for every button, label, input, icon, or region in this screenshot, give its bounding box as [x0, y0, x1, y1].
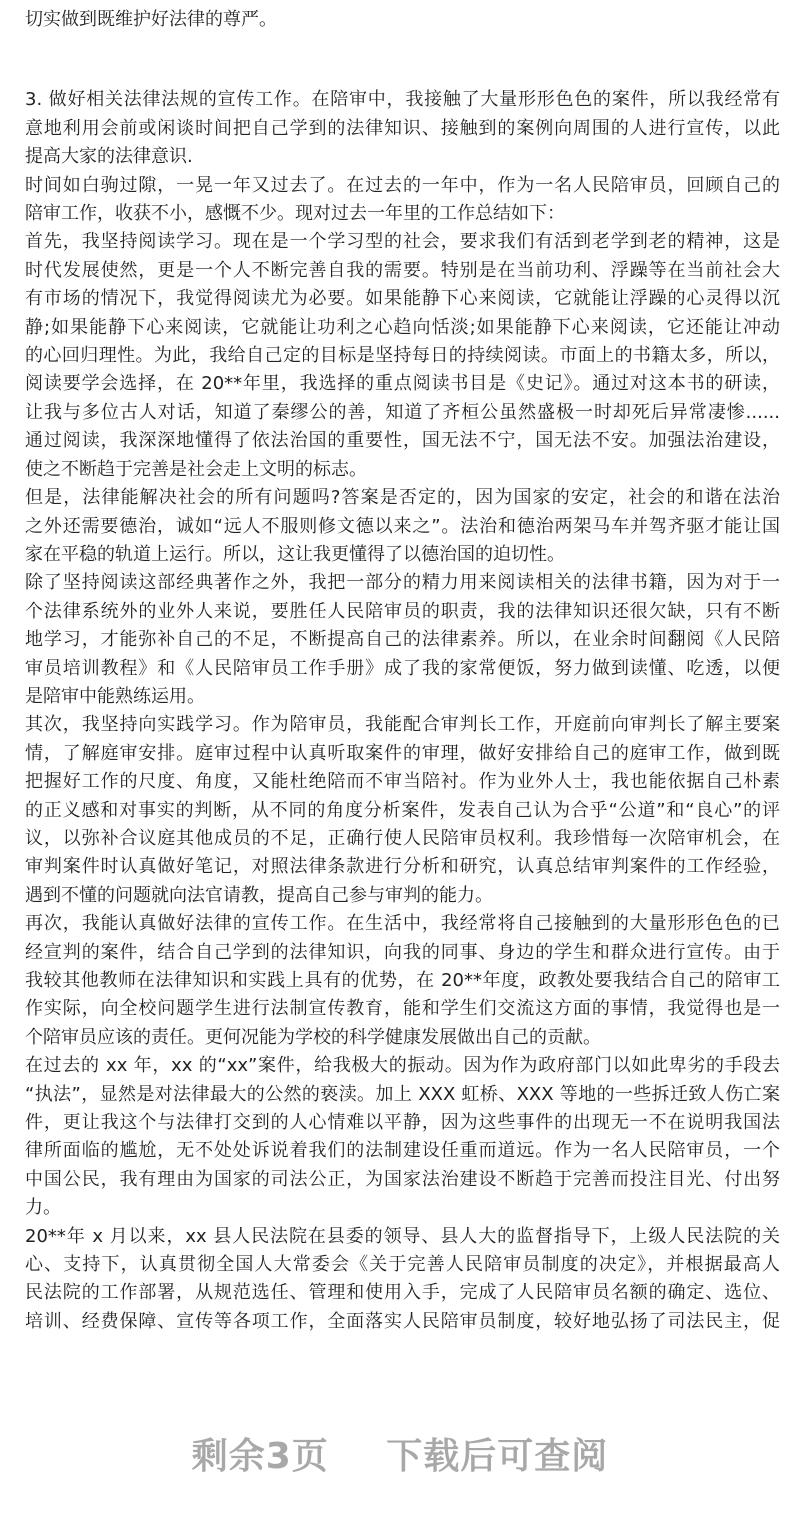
text-line: 把握好工作的尺度、角度，又能杜绝陪而不审当陪衬。作为业外人士，我也能依据自己朴素: [25, 771, 780, 793]
text-line: 作实际，向全校问题学生进行法制宣传教育，能和学生们交流这方面的事情，我觉得也是一: [25, 998, 780, 1020]
text-line: 20**年 x 月以来，xx 县人民法院在县委的领导、县人大的监督指导下，上级人民法院的关: [25, 1225, 780, 1247]
text-line: 意地利用会前或闲谈时间把自己学到的法律知识、接触到的案例向周围的人进行宣传，以此: [25, 117, 780, 139]
text-line: 有市场的情况下，我觉得阅读尤为必要。如果能静下心来阅读，它就能让浮躁的心灵得以沉: [25, 288, 780, 310]
text-line: 之外还需要德治，诚如“远人不服则修文德以来之”。法治和德治两架马车并驾齐驱才能让国: [25, 515, 780, 537]
text-line: 审判案件时认真做好笔记，对照法律条款进行分析和研究，认真总结审判案件的工作经验，: [25, 856, 780, 878]
remaining-pages-label: 剩余3页: [191, 1436, 329, 1477]
paragraph-gap: [25, 34, 780, 86]
text-line: 我较其他教师在法律知识和实践上具有的优势，在 20**年度，政教处要我结合自己的陪审工: [25, 970, 780, 991]
intro-line: 切实做到既维护好法律的尊严。: [25, 9, 277, 30]
download-banner[interactable]: [0, 1428, 800, 1479]
text-line: 个陪审员应该的责任。更何况能为学校的科学健康发展做出自己的贡献。: [25, 1026, 601, 1048]
text-line: 阅读要学会选择，在 20**年里，我选择的重点阅读书目是《史记》。通过对这本书的研读，: [25, 373, 780, 395]
download-prompt-label[interactable]: 下载后可查阅: [386, 1436, 609, 1477]
text-line: 时间如白驹过隙，一晃一年又过去了。在过去的一年中，作为一名人民陪审员，回顾自己的: [25, 174, 780, 196]
text-line: 情，了解庭审安排。庭审过程中认真听取案件的审理，做好安排给自己的庭审工作，做到既: [25, 742, 780, 764]
text-line: 遇到不懂的问题就向法官请教，提高自己参与审判的能力。: [25, 884, 493, 906]
text-line: 的正义感和对事实的判断，从不同的角度分析案件，发表自己认为合乎“公道”和“良心”的评: [25, 799, 780, 821]
text-line: 让我与多位古人对话，知道了秦缪公的善，知道了齐桓公虽然盛极一时却死后异常凄惨......: [25, 401, 780, 423]
text-line: 中国公民，我有理由为国家的司法公正，为国家法治建设不断趋于完善而投注目光、付出努: [25, 1168, 780, 1190]
text-line: 地学习，才能弥补自己的不足，不断提高自己的法律素养。所以，在业余时间翻阅《人民陪: [25, 629, 780, 651]
text-line: 提高大家的法律意识.: [25, 146, 193, 168]
text-line: “执法”，显然是对法律最大的公然的亵渎。加上 XXX 虹桥、XXX 等地的一些拆迁致人伤亡案: [25, 1083, 780, 1105]
text-line: 的心回归理性。为此，我给自己定的目标是坚持每日的持续阅读。市面上的书籍太多，所以，: [25, 345, 780, 367]
text-line: 首先，我坚持阅读学习。现在是一个学习型的社会，要求我们有活到老学到老的精神，这是: [25, 231, 780, 253]
text-line: 是陪审中能熟练运用。: [25, 685, 205, 707]
text-line: 但是，法律能解决社会的所有问题吗?答案是否定的，因为国家的安定，社会的和谐在法治: [25, 487, 780, 509]
text-line: 静;如果能静下心来阅读，它就能让功利之心趋向恬淡;如果能静下心来阅读，它还能让冲动: [25, 316, 780, 338]
text-line: 审员培训教程》和《人民陪审员工作手册》成了我的家常便饭，努力做到读懂、吃透，以便: [25, 657, 780, 679]
text-line: 议，以弥补合议庭其他成员的不足，正确行使人民陪审员权利。我珍惜每一次陪审机会，在: [25, 827, 780, 849]
text-line: 力。: [25, 1197, 61, 1219]
text-line: 经宣判的案件，结合自己学到的法律知识，向我的同事、身边的学生和群众进行宣传。由于: [25, 941, 780, 963]
document-text: [25, 86, 780, 1336]
text-line: 时代发展使然，更是一个人不断完善自我的需要。特别是在当前功利、浮躁等在当前社会大: [25, 259, 780, 281]
text-line: 除了坚持阅读这部经典著作之外，我把一部分的精力用来阅读相关的法律书籍，因为对于一: [25, 572, 780, 594]
document-body: [25, 6, 780, 1336]
text-line: 律所面临的尴尬，无不处处诉说着我们的法制建设任重而道远。作为一名人民陪审员，一个: [25, 1140, 780, 1162]
text-line: 通过阅读，我深深地懂得了依法治国的重要性，国无法不宁，国无法不安。加强法治建设，: [25, 430, 780, 452]
text-line: 家在平稳的轨道上运行。所以，这让我更懂得了以德治国的迫切性。: [25, 543, 565, 565]
text-line: 件，更让我这个与法律打交到的人心情难以平静，因为这些事件的出现无一不在说明我国法: [25, 1112, 780, 1134]
text-line: 其次，我坚持向实践学习。作为陪审员，我能配合审判长工作，开庭前向审判长了解主要案: [25, 714, 780, 736]
text-line: 陪审工作，收获不小，感慨不少。现对过去一年里的工作总结如下：: [25, 203, 565, 225]
text-line: 培训、经费保障、宣传等各项工作，全面落实人民陪审员制度，较好地弘扬了司法民主，促: [25, 1310, 780, 1332]
text-line: 个法律系统外的业外人来说，要胜任人民陪审员的职责，我的法律知识还很欠缺，只有不断: [25, 600, 780, 622]
text-line: 在过去的 xx 年，xx 的“xx”案件，给我极大的振动。因为作为政府部门以如此卑劣的手段去: [25, 1055, 780, 1077]
text-line: 使之不断趋于完善是社会走上文明的标志。: [25, 458, 367, 480]
text-line: 再次，我能认真做好法律的宣传工作。在生活中，我经常将自己接触到的大量形形色色的已: [25, 913, 780, 935]
text-line: 3. 做好相关法律法规的宣传工作。在陪审中，我接触了大量形形色色的案件，所以我经常有: [25, 89, 780, 111]
text-line: 心、支持下，认真贯彻全国人大常委会《关于完善人民陪审员制度的决定》，并根据最高人: [25, 1254, 780, 1276]
text-line: 民法院的工作部署，从规范选任、管理和使用入手，完成了人民陪审员名额的确定、选位、: [25, 1282, 780, 1304]
